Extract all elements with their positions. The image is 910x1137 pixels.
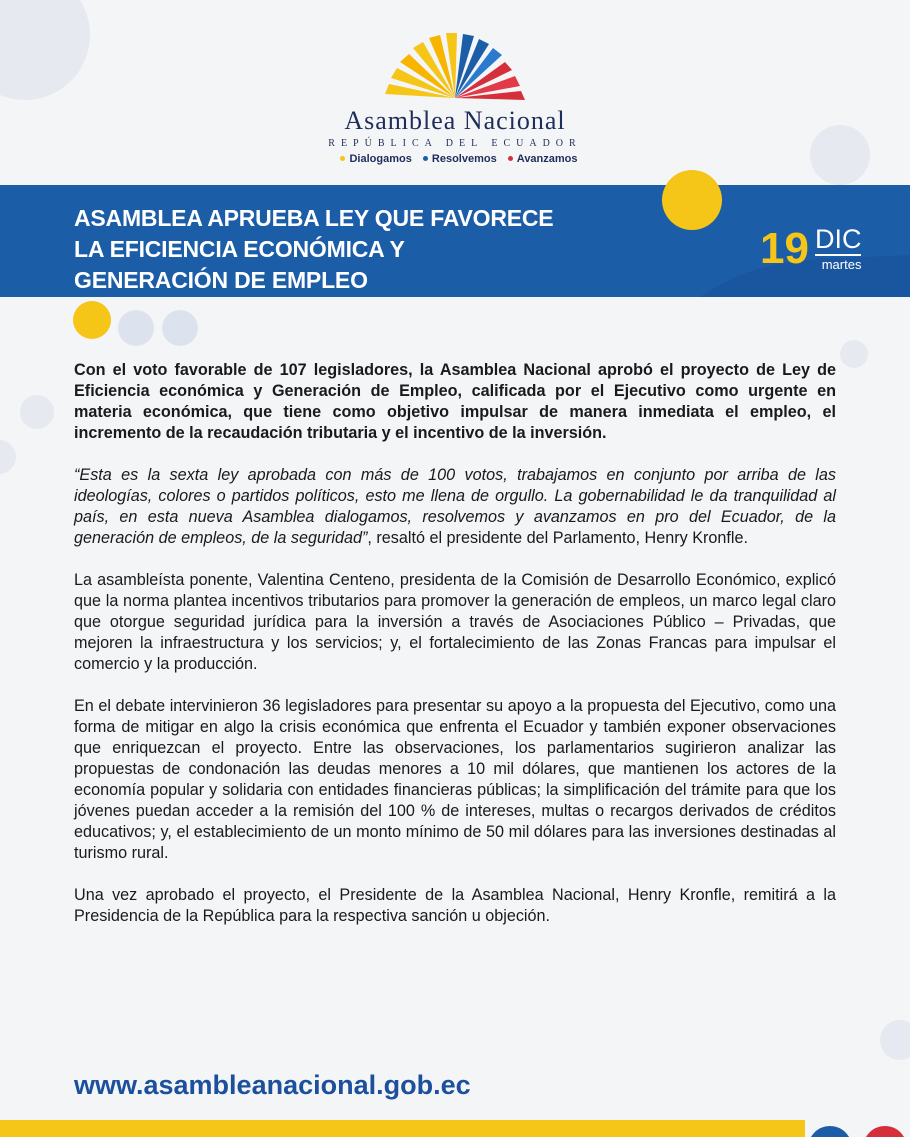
paragraph: Una vez aprobado el proyecto, el Presidente de la Asamblea Nacional, Henry Kronfle, remitirá a la Presidencia de la República para la respectiva sanción u objeción. — [74, 886, 836, 925]
headline-line: GENERACIÓN DE EMPLEO — [74, 267, 368, 293]
quote-attribution: , resaltó el presidente del Parlamento, Henry Kronfle. — [367, 529, 748, 547]
circles-decoration — [72, 298, 202, 346]
footer-bar — [0, 1120, 910, 1137]
yellow-circle-decoration — [660, 168, 724, 232]
date-weekday: martes — [821, 257, 862, 272]
headline-line: ASAMBLEA APRUEBA LEY QUE FAVORECE — [74, 205, 554, 231]
slogan-word: Avanzamos — [516, 153, 578, 165]
date-day: 19 — [760, 223, 809, 273]
dot-icon — [340, 156, 345, 161]
logo-subtitle: REPÚBLICA DEL ECUADOR — [328, 138, 582, 149]
headline — [74, 203, 634, 296]
logo-slogan — [0, 153, 910, 165]
lead-paragraph: Con el voto favorable de 107 legisladores, la Asamblea Nacional aprobó el proyecto de Ley de Eficiencia económica y Generación de Empleo, calificada por el Ejecutivo como urgente en materia económica, que tiene como objetivo impulsar de manera inmediata el empleo, el incremento de la recaudación tributaria y el incentivo de la inversión. — [74, 361, 836, 442]
paragraph: En el debate intervinieron 36 legisladores para presentar su apoyo a la propuesta del Ejecutivo, como una forma de mitigar en algo la crisis económica que enfrenta el Ecuador y también exponer observaciones que enriquezcan el proyecto. Entre las observaciones, los parlamentarios sugirieron analizar las propuestas de condonación las deudas menores a 10 mil dólares, que mantienen los actores de la economía popular y solidaria con entidades financieras públicas; la simplificación del trámite para que los jóvenes puedan acceder a la remisión del 100 % de intereses, multas o recargos derivados de créditos educativos; y, el establecimiento de un monto mínimo de 50 mil dólares para las inversiones destinadas al turismo rural. — [74, 697, 836, 862]
logo-title: Asamblea Nacional — [344, 106, 566, 135]
dot-icon — [423, 156, 428, 161]
quote-text: “Esta es la sexta ley aprobada con más de 100 votos, trabajamos en conjunto por arriba de las ideologías, colores o partidos políticos, esto me llena de orgullo. La gobernabilidad le da tranquilidad al país, en esta nueva Asamblea dialogamos, resolvemos y avanzamos en pro del Ecuador, de la generación de empleos, de la seguridad” — [74, 466, 836, 547]
date-month: DIC — [814, 224, 862, 254]
dot-icon — [508, 156, 513, 161]
website-link[interactable]: www.asambleanacional.gob.ec — [74, 1070, 471, 1100]
date-badge — [760, 223, 862, 273]
headline-line: LA EFICIENCIA ECONÓMICA Y — [74, 236, 405, 262]
logo — [0, 30, 910, 165]
article-body — [74, 360, 836, 948]
paragraph: La asambleísta ponente, Valentina Centeno, presidenta de la Comisión de Desarrollo Económico, explicó que la norma plantea incentivos tributarios para promover la generación de empleos, un marco legal claro que otorgue seguridad jurídica para la inversión a través de Asociaciones Público – Privadas, que mejoren la infraestructura y los servicios; y, el fortalecimiento de las Zonas Francas para impulsar el comercio y la producción. — [74, 571, 836, 673]
sun-rays-logo-icon — [380, 30, 530, 102]
quote-paragraph — [74, 465, 836, 549]
slogan-word: Dialogamos — [349, 153, 412, 165]
slogan-word: Resolvemos — [431, 153, 497, 165]
